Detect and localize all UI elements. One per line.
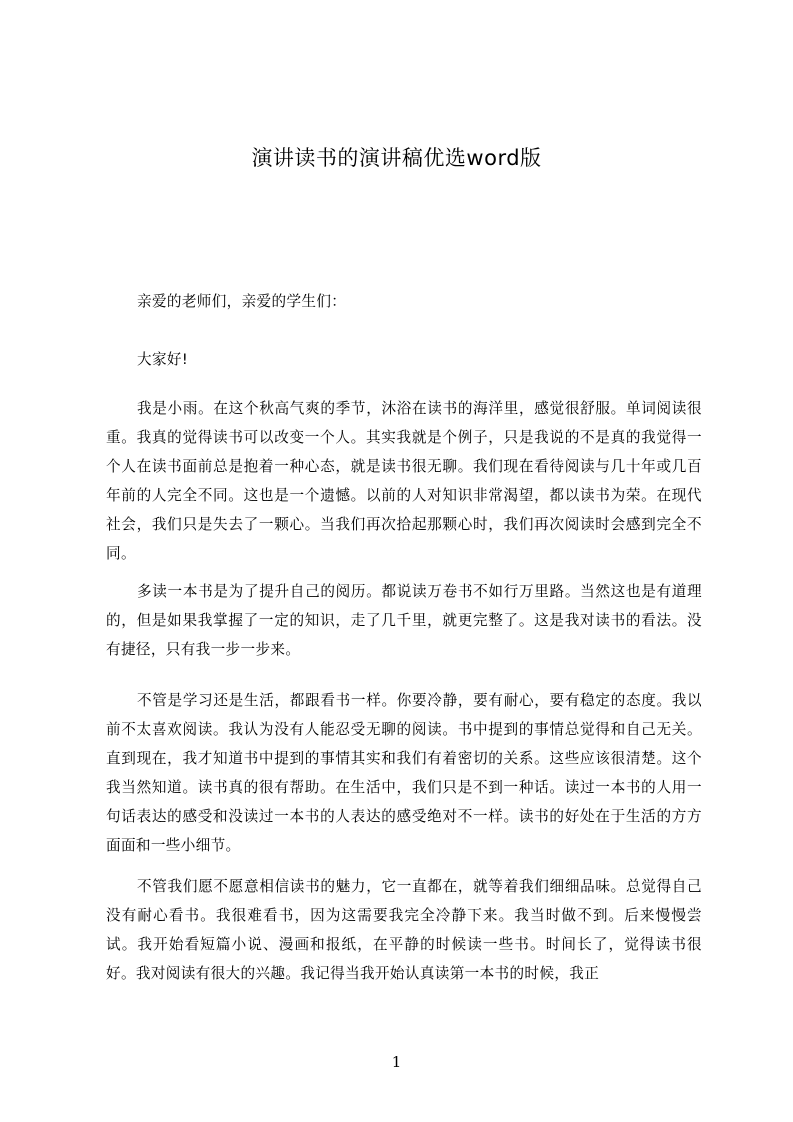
document-title: 演讲读书的演讲稿优选word版: [251, 146, 542, 170]
body-paragraph-1: [106, 394, 702, 597]
paragraph: 我是小雨。在这个秋高气爽的季节，沐浴在读书的海洋里，感觉很舒服。单词阅读很重。我真的觉得读书可以改变一个人。其实我就是个例子，只是我说的不是真的我觉得一个人在读书面前总是抱着一种心态，就是读书很无聊。我们现在看待阅读与几十年或几百年前的人完全不同。这也是一个遗憾。以前的人对知识非常渴望，都以读书为荣。在现代社会，我们只是失去了一颗心。当我们再次拾起那颗心时，我们再次阅读时会感到完全不同。: [106, 400, 702, 562]
body-paragraph-4: [106, 872, 702, 1017]
salutation-line: 大家好!: [137, 351, 189, 368]
paragraph: 不管我们愿不愿意相信读书的魅力，它一直都在，就等着我们细细品味。总觉得自己没有耐心看书。我很难看书，因为这需要我完全冷静下来。我当时做不到。后来慢慢尝试。我开始看短篇小说、漫画和报纸，在平静的时候读一些书。时间长了，觉得读书很好。我对阅读有很大的兴趣。我记得当我开始认真读第一本书的时候，我正: [106, 878, 702, 982]
body-paragraph-2: [106, 577, 702, 693]
greeting-block: [106, 287, 702, 403]
paragraph: 不管是学习还是生活，都跟看书一样。你要冷静，要有耐心，要有稳定的态度。我以前不太喜欢阅读。我认为没有人能忍受无聊的阅读。书中提到的事情总觉得和自己无关。直到现在，我才知道书中提到的事情其实和我们有着密切的关系。这些应该很清楚。这个我当然知道。读书真的很有帮助。在生活中，我们只是不到一种话。读过一本书的人用一句话表达的感受和没读过一本书的人表达的感受绝对不一样。读书的好处在于生活的方方面面和一些小细节。: [106, 692, 702, 854]
paragraph: 多读一本书是为了提升自己的阅历。都说读万卷书不如行万里路。当然这也是有道理的，但是如果我掌握了一定的知识，走了几千里，就更完整了。这是我对读书的看法。没有捷径，只有我一步一步来。: [106, 583, 702, 658]
greeting-line: 亲爱的老师们，亲爱的学生们：: [137, 293, 347, 310]
page-number: 1: [391, 1053, 402, 1071]
body-paragraph-3: [106, 686, 702, 889]
